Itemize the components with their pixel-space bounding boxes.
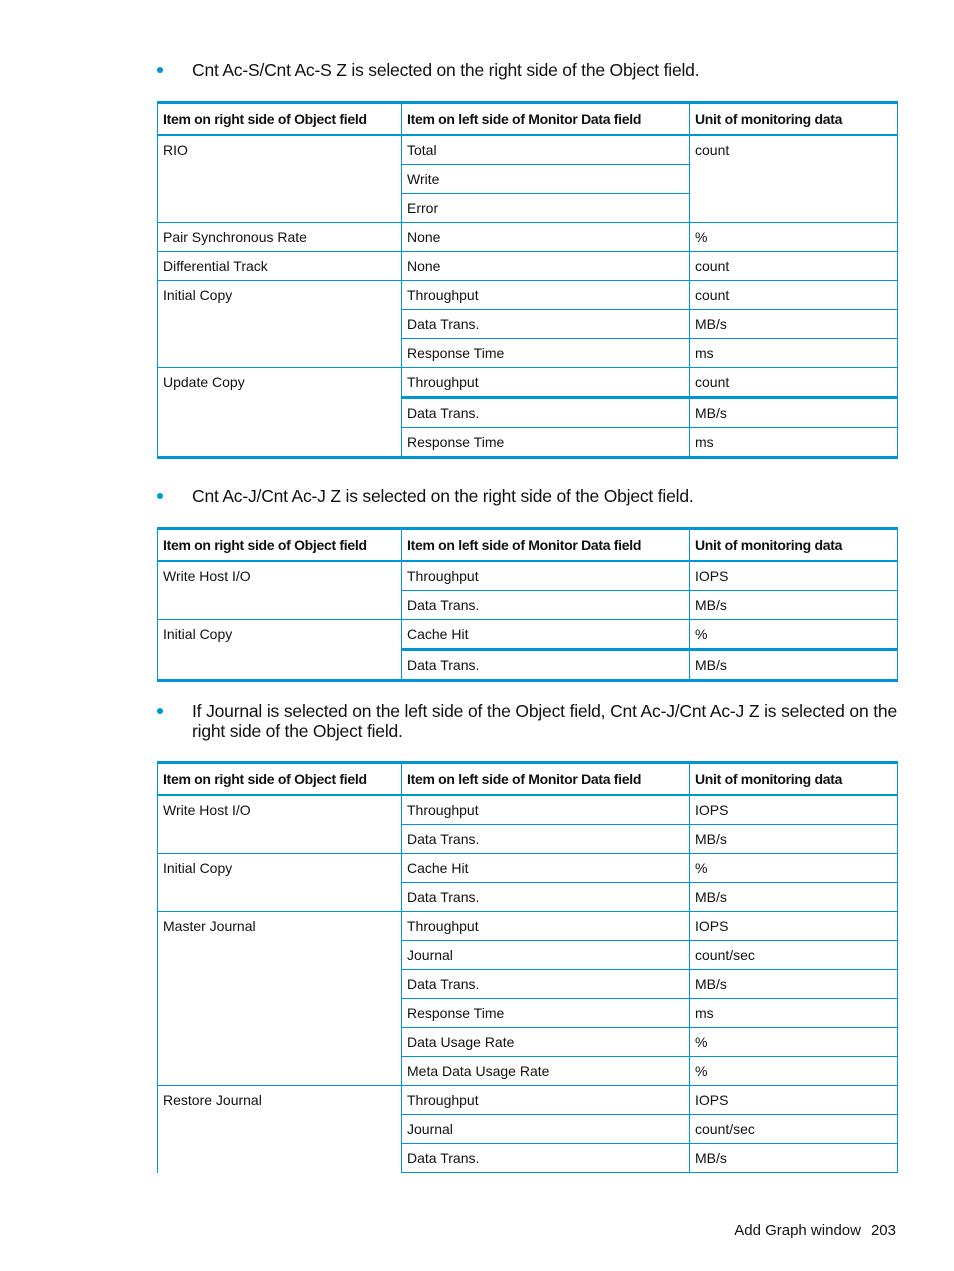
table-cell: Update Copy: [158, 368, 402, 458]
table-cell: Cache Hit: [402, 620, 690, 650]
table-row: [158, 854, 898, 883]
table-cell: MB/s: [690, 650, 898, 681]
column-header: Unit of monitoring data: [690, 763, 898, 796]
table-cell: MB/s: [690, 310, 898, 339]
table-cell: Response Time: [402, 339, 690, 368]
table-cell: Master Journal: [158, 912, 402, 1086]
table-cell: Error: [402, 194, 690, 223]
table-cell: MB/s: [690, 825, 898, 854]
bullet-text: Cnt Ac-S/Cnt Ac-S Z is selected on the right side of the Object field.: [192, 60, 700, 80]
table-row: [158, 252, 898, 281]
table-cell: Throughput: [402, 912, 690, 941]
table-cell: Meta Data Usage Rate: [402, 1057, 690, 1086]
table-row: [158, 620, 898, 650]
table-cell: count: [690, 281, 898, 310]
table-cell: None: [402, 223, 690, 252]
table-cell: None: [402, 252, 690, 281]
table-cell: ms: [690, 428, 898, 458]
table-cell: MB/s: [690, 970, 898, 999]
table-row: [158, 561, 898, 591]
table-header-row: [158, 529, 898, 562]
table-cell: Initial Copy: [158, 854, 402, 912]
table-cell: count: [690, 135, 898, 223]
table-cell: Journal: [402, 941, 690, 970]
table-cell: Cache Hit: [402, 854, 690, 883]
monitor-data-table-cnt-ac-s: [157, 101, 898, 459]
table-header-row: [158, 763, 898, 796]
table-cell: Response Time: [402, 428, 690, 458]
table-cell: Write: [402, 165, 690, 194]
table-row: [158, 795, 898, 825]
table-row: [158, 135, 898, 165]
table-cell: Write Host I/O: [158, 795, 402, 854]
table-cell: RIO: [158, 135, 402, 223]
table-cell: count/sec: [690, 941, 898, 970]
table-cell: IOPS: [690, 561, 898, 591]
monitor-data-table-journal: [157, 761, 898, 1173]
table-cell: Data Trans.: [402, 591, 690, 620]
table-cell: count/sec: [690, 1115, 898, 1144]
table-cell: %: [690, 1028, 898, 1057]
table-cell: Differential Track: [158, 252, 402, 281]
table-cell: %: [690, 1057, 898, 1086]
table-cell: Pair Synchronous Rate: [158, 223, 402, 252]
table-cell: Data Trans.: [402, 970, 690, 999]
column-header: Item on right side of Object field: [158, 763, 402, 796]
table-cell: Data Trans.: [402, 650, 690, 681]
bullet-item: [157, 60, 897, 80]
table-cell: Data Trans.: [402, 310, 690, 339]
bullet-text: Cnt Ac-J/Cnt Ac-J Z is selected on the right side of the Object field.: [192, 486, 694, 506]
column-header: Item on left side of Monitor Data field: [402, 103, 690, 136]
table-cell: Write Host I/O: [158, 561, 402, 620]
table-row: [158, 223, 898, 252]
table-cell: IOPS: [690, 912, 898, 941]
table-cell: MB/s: [690, 591, 898, 620]
monitor-data-table-cnt-ac-j: [157, 527, 898, 682]
table-cell: Total: [402, 135, 690, 165]
bullet-item: [157, 701, 897, 741]
table-row: [158, 1086, 898, 1115]
table-cell: Throughput: [402, 281, 690, 310]
table-row: [158, 368, 898, 398]
column-header: Item on right side of Object field: [158, 529, 402, 562]
table-cell: ms: [690, 339, 898, 368]
table-cell: Initial Copy: [158, 281, 402, 368]
column-header: Item on left side of Monitor Data field: [402, 529, 690, 562]
table-cell: MB/s: [690, 883, 898, 912]
table-cell: Data Trans.: [402, 883, 690, 912]
table-cell: Throughput: [402, 795, 690, 825]
table-cell: IOPS: [690, 1086, 898, 1115]
table-cell: Data Trans.: [402, 825, 690, 854]
table-cell: Journal: [402, 1115, 690, 1144]
table-cell: Throughput: [402, 561, 690, 591]
page-number: 203: [870, 1222, 896, 1239]
column-header: Item on left side of Monitor Data field: [402, 763, 690, 796]
table-header-row: [158, 103, 898, 136]
table-cell: Throughput: [402, 368, 690, 398]
table-cell: IOPS: [690, 795, 898, 825]
table-cell: Initial Copy: [158, 620, 402, 681]
table-cell: MB/s: [690, 398, 898, 428]
table-row: [158, 912, 898, 941]
table-cell: ms: [690, 999, 898, 1028]
table-cell: %: [690, 223, 898, 252]
table-row: [158, 281, 898, 310]
table-cell: MB/s: [690, 1144, 898, 1173]
bullet-text: If Journal is selected on the left side of the Object field, Cnt Ac-J/Cnt Ac-J Z is selected on the right side of the Object field.: [192, 701, 897, 741]
table-cell: Data Trans.: [402, 1144, 690, 1173]
footer-section-title: Add Graph window: [734, 1222, 861, 1239]
table-cell: Throughput: [402, 1086, 690, 1115]
table-cell: %: [690, 620, 898, 650]
bullet-item: [157, 486, 897, 506]
table-cell: Data Usage Rate: [402, 1028, 690, 1057]
table-cell: count: [690, 252, 898, 281]
bullet-dot-icon: [157, 708, 163, 714]
bullet-dot-icon: [157, 67, 163, 73]
table-cell: Response Time: [402, 999, 690, 1028]
table-cell: count: [690, 368, 898, 398]
table-cell: Data Trans.: [402, 398, 690, 428]
column-header: Unit of monitoring data: [690, 103, 898, 136]
page-footer: [734, 1222, 896, 1239]
bullet-dot-icon: [157, 493, 163, 499]
column-header: Unit of monitoring data: [690, 529, 898, 562]
column-header: Item on right side of Object field: [158, 103, 402, 136]
table-cell: %: [690, 854, 898, 883]
table-cell: Restore Journal: [158, 1086, 402, 1173]
